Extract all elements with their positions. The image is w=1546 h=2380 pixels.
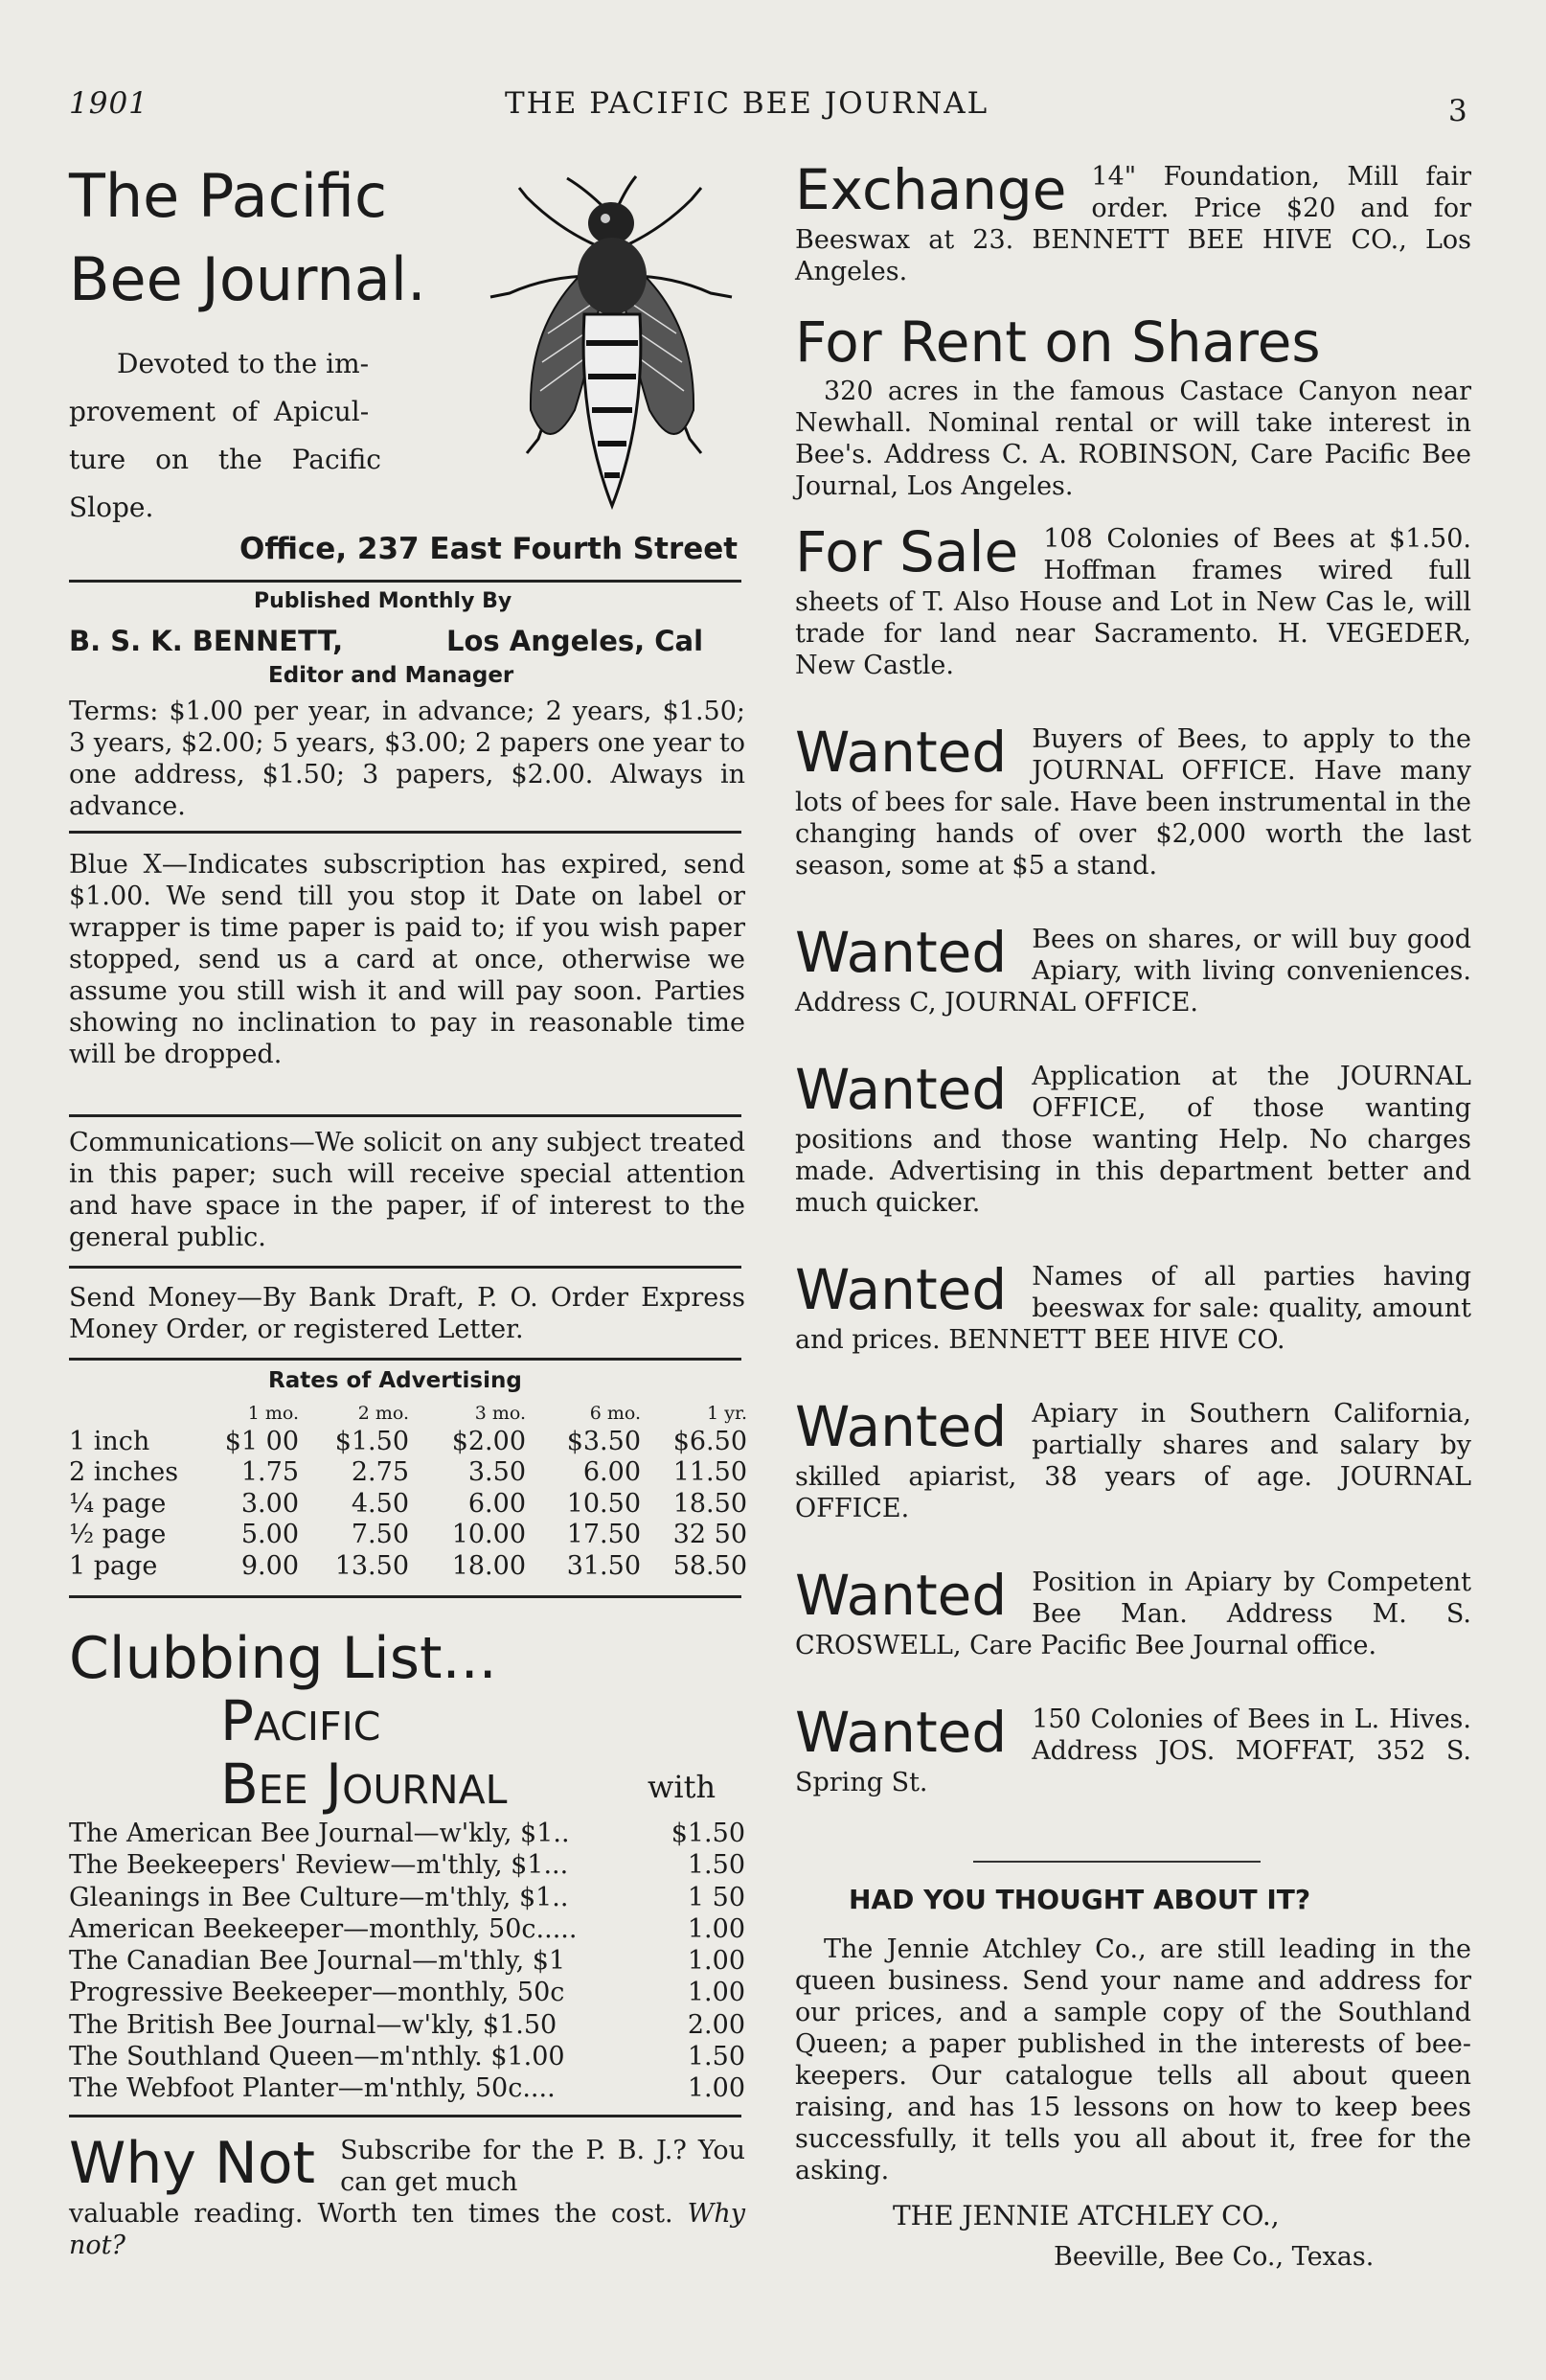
rates-row-label: ½ page [69,1520,167,1550]
ad-text: 150 Colonies of Bees in L. Hives. Address JOS. MOFFAT, 352 S. Spring St. [795,1705,1471,1797]
masthead-published: Published Monthly By [254,589,512,613]
rates-cell: 32 50 [672,1520,747,1550]
terms-text: Terms: $1.00 per year, in advance; 2 years, $1.50; 3 years, $2.00; 5 years, $3.00; 2 papers one year to one address, $1.50; 3 papers, $2.00. Always in advance. [69,697,745,821]
clubbing-item [69,2041,745,2072]
rates-cell: 9.00 [240,1550,299,1581]
clubbing-item [69,1945,745,1977]
rates-cell: 4.50 [351,1488,409,1519]
masthead-title-line2: Bee Journal. [69,244,426,314]
why-not-tail: Why not? [69,2199,745,2260]
rates-cell: 5.00 [240,1520,299,1550]
rates-cell: 10.50 [566,1488,641,1519]
rates-row-label: 1 inch [69,1426,150,1456]
rates-cell: $1 00 [224,1426,299,1456]
rates-row-label: 2 inches [69,1457,179,1488]
ad-wanted [795,1394,1471,1524]
clubbing-item-price: 2.00 [687,2009,745,2040]
ad-text: Position in Apiary by Competent Bee Man. Address M. S. CROSWELL, Care Pacific Bee Journal office. [795,1568,1471,1660]
ad-wanted [795,920,1471,1018]
ad-title: For Rent on Shares [795,309,1321,375]
rates-table [69,1401,747,1582]
clubbing-item [69,1913,745,1945]
ad-text: Buyers of Bees, to apply to the JOURNAL OFFICE. Have many lots of bees for sale. Have been instrumental in the changing hands of over $2,000 worth the last season, some at $5 a stand. [795,724,1471,881]
rates-cell: 58.50 [672,1550,747,1581]
rates-row [69,1457,747,1489]
divider [69,1595,741,1598]
clubbing-item-name: American Beekeeper—monthly, 50c..... [69,1913,578,1944]
atchley-heading: HAD YOU THOUGHT ABOUT IT? [849,1884,1311,1915]
ad-text: 108 Colonies of Bees at $1.50. Hoffman frames wired full sheets of T. Also House and Lot in New Cas le, will trade for land near Sacramento. H. VEGEDER, New Castle. [795,524,1471,680]
clubbing-item-price: $1.50 [671,1819,745,1848]
masthead-office: Office, 237 East Fourth Street [239,532,739,566]
clubbing-item-price: 1.00 [687,1913,745,1944]
rates-cell: $2.00 [451,1426,526,1456]
communications-notice: Communications—We solicit on any subject treated in this paper; such will receive special attention and have space in the paper, if of interest to the general public. [69,1128,745,1252]
divider [69,1358,741,1361]
rates-cell: $6.50 [672,1426,747,1456]
ad-exchange [795,157,1471,287]
why-not-title: Why Not [69,2130,316,2197]
clubbing-item-price: 1.50 [687,2042,745,2072]
rates-col: 2 mo. [357,1403,409,1424]
masthead-city: Los Angeles, Cal [446,625,704,657]
rates-col: 1 yr. [707,1403,747,1424]
bee-illustration [471,171,749,539]
masthead-title-line1: The Pacific [69,161,388,231]
rates-cell: 3.50 [467,1457,526,1488]
ad-wanted [795,1057,1471,1219]
clubbing-item-name: The Southland Queen—m'nthly. $1.00 [69,2042,565,2072]
clubbing-item-name: The American Bee Journal—w'kly, $1.. [69,1819,570,1848]
rates-cell: 18.00 [451,1550,526,1581]
ad-title: Wanted [795,1563,1008,1628]
ad-text: Application at the JOURNAL OFFICE, of those wanting positions and those wanting Help. No charges made. Advertising in this department better and much quicker. [795,1062,1471,1218]
ad-wanted [795,720,1471,881]
devoted-line: provement of Apicul- [69,396,370,427]
ad-title: Wanted [795,920,1008,985]
rates-cell: 6.00 [582,1457,641,1488]
ad-title: For Sale [795,519,1019,584]
header-year: 1901 [69,86,148,121]
masthead-role: Editor and Manager [268,663,514,688]
clubbing-item-name: The British Bee Journal—w'kly, $1.50 [69,2009,557,2040]
blue-x-notice: Blue X—Indicates subscription has expired, send $1.00. We send till you stop it Date on label or wrapper is time paper is paid to; if you wish paper stopped, send us a card at once, otherwise we assume you still wish it and will pay soon. Parties showing no inclination to pay in reasonable time will be dropped. [69,850,745,1069]
divider [69,1114,741,1117]
why-not-text1: Subscribe for the P. B. J.? You can get much [340,2136,745,2197]
clubbing-title: Clubbing List... [69,1625,497,1692]
clubbing-item-price: 1.00 [687,1946,745,1977]
ad-title: Exchange [795,157,1067,222]
clubbing-item-name: Gleanings in Bee Culture—m'thly, $1.. [69,1882,569,1912]
clubbing-item [69,1977,745,2008]
rates-cell: 17.50 [566,1520,641,1550]
rates-row [69,1520,747,1551]
rates-col: 3 mo. [474,1403,526,1424]
rates-row [69,1426,747,1457]
rates-cell: 2.75 [351,1457,409,1488]
rates-cell: 11.50 [672,1457,747,1488]
rates-cell: 10.00 [451,1520,526,1550]
ad-text: Names of all parties having beeswax for sale: quality, amount and prices. BENNETT BEE HIVE CO. [795,1262,1471,1355]
clubbing-item [69,1818,745,1849]
why-not-block [69,2130,745,2261]
rates-cell: $3.50 [566,1426,641,1456]
rates-cell: 7.50 [351,1520,409,1550]
send-money-notice: Send Money—By Bank Draft, P. O. Order Express Money Order, or registered Letter. [69,1283,745,1344]
clubbing-item-name: Progressive Beekeeper—monthly, 50c [69,1978,565,2008]
devoted-line: ture on the Pacific [69,444,381,475]
rates-cell: $1.50 [334,1426,409,1456]
atchley-sign2: Beeville, Bee Co., Texas. [1054,2242,1375,2272]
devoted-line: Devoted to the im- [117,348,370,379]
clubbing-sub2: Bee Journal [220,1751,508,1817]
header-page-number: 3 [1448,94,1469,128]
devoted-line: Slope. [69,492,154,523]
rates-cell: 1.75 [240,1457,299,1488]
ad-wanted [795,1257,1471,1356]
divider [69,1266,741,1269]
ad-title: Wanted [795,1700,1008,1765]
ad-title: Wanted [795,720,1008,785]
clubbing-item [69,1882,745,1913]
clubbing-item [69,2072,745,2104]
why-not-text2: valuable reading. Worth ten times the cost. [69,2199,673,2229]
clubbing-item-price: 1.50 [687,1850,745,1881]
rates-cell: 31.50 [566,1550,641,1581]
header-title: THE PACIFIC BEE JOURNAL [505,86,989,121]
ad-text: Bees on shares, or will buy good Apiary, with living conveniences. Address C, JOURNAL OFFICE. [795,925,1471,1018]
divider [69,831,741,834]
rates-cell: 13.50 [334,1550,409,1581]
ad-wanted [795,1563,1471,1661]
divider [69,580,741,583]
ad-for-rent [795,309,1471,502]
clubbing-list [69,1818,745,2105]
rates-cell: 18.50 [672,1488,747,1519]
rates-header-row [69,1401,747,1426]
ad-title: Wanted [795,1257,1008,1322]
rates-cell: 3.00 [240,1488,299,1519]
clubbing-with: with [648,1769,716,1805]
rates-row-label: 1 page [69,1550,158,1581]
rates-col: 6 mo. [589,1403,641,1424]
clubbing-item-name: The Beekeepers' Review—m'thly, $1... [69,1850,569,1881]
ad-title: Wanted [795,1057,1008,1122]
ad-text: Apiary in Southern California, partially shares and salary by skilled apiarist, 38 years of age. JOURNAL OFFICE. [795,1399,1471,1523]
clubbing-item-name: The Webfoot Planter—m'nthly, 50c.... [69,2073,556,2104]
masthead-devoted [69,340,433,532]
clubbing-item-price: 1.00 [687,2073,745,2104]
clubbing-sub1: Pacific [220,1688,381,1753]
divider [69,2115,741,2117]
rates-cell: 6.00 [467,1488,526,1519]
ad-title: Wanted [795,1394,1008,1459]
rates-row-label: ¼ page [69,1488,167,1519]
ad-wanted [795,1700,1471,1798]
clubbing-item-name: The Canadian Bee Journal—m'thly, $1 [69,1946,566,1977]
ad-for-sale [795,519,1471,681]
masthead-publisher: B. S. K. BENNETT, [69,625,344,657]
short-divider [973,1861,1261,1863]
atchley-text: The Jennie Atchley Co., are still leading in the queen business. Send your name and address for our prices, and a sample copy of the Southland Queen; a paper published in the interests of bee-keepers. Our catalogue tells all about queen raising, and has 15 lessons on how to keep bees successfully, it tells you all about it, free for the asking. [795,1934,1471,2185]
rates-title: Rates of Advertising [268,1368,522,1393]
atchley-sign1: THE JENNIE ATCHLEY CO., [893,2200,1280,2231]
ad-text: 14" Foundation, Mill fair order. Price $20 and for Beeswax at 23. BENNETT BEE HIVE CO., Los Angeles. [795,162,1471,286]
why-not-text2-wrap [69,2198,745,2261]
clubbing-item-price: 1.00 [687,1978,745,2008]
clubbing-item-price: 1 50 [687,1882,745,1912]
rates-col: 1 mo. [247,1403,299,1424]
rates-row [69,1488,747,1520]
ad-text: 320 acres in the famous Castace Canyon near Newhall. Nominal rental or will take interest in Bee's. Address C. A. ROBINSON, Care Pacific Bee Journal, Los Angeles. [795,377,1471,501]
ads-column [795,157,1471,1798]
clubbing-item [69,1849,745,1881]
rates-row [69,1550,747,1582]
clubbing-item [69,2009,745,2041]
